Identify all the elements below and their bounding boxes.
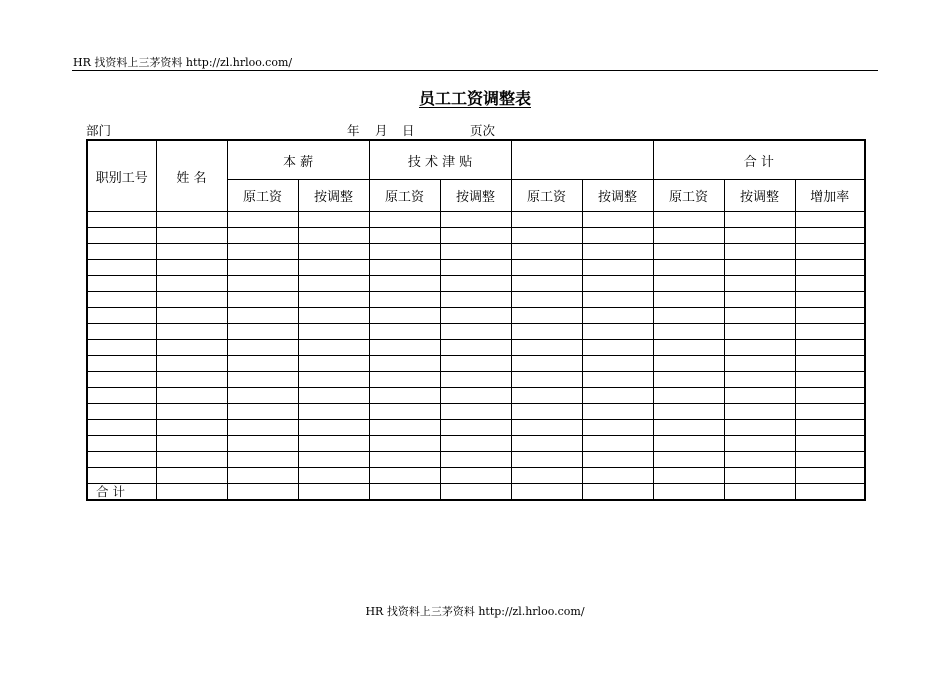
table-cell — [795, 276, 865, 292]
table-cell — [511, 228, 582, 244]
table-cell — [582, 308, 653, 324]
table-cell — [653, 404, 724, 420]
table-cell — [440, 404, 511, 420]
table-cell — [440, 452, 511, 468]
table-row — [87, 324, 865, 340]
table-cell — [369, 260, 440, 276]
table-cell — [369, 228, 440, 244]
total-row-label: 合 计 — [87, 484, 156, 501]
table-cell — [87, 436, 156, 452]
page-title — [0, 89, 950, 109]
table-cell — [156, 324, 227, 340]
table-cell — [440, 484, 511, 501]
table-cell — [87, 212, 156, 228]
table-cell — [87, 292, 156, 308]
table-cell — [511, 420, 582, 436]
table-row — [87, 436, 865, 452]
table-cell — [227, 340, 298, 356]
table-cell — [795, 292, 865, 308]
table-cell — [156, 228, 227, 244]
table-row — [87, 308, 865, 324]
header-name: 姓 名 — [156, 140, 227, 212]
table-cell — [440, 276, 511, 292]
table-cell — [795, 468, 865, 484]
table-cell — [511, 324, 582, 340]
total-row — [87, 484, 865, 501]
table-cell — [227, 324, 298, 340]
table-cell — [440, 468, 511, 484]
table-cell — [511, 308, 582, 324]
table-cell — [653, 260, 724, 276]
header-source-text: HR 找资料上三茅资料 http://zl.hrloo.com/ — [73, 56, 293, 69]
table-cell — [298, 276, 369, 292]
table-cell — [511, 436, 582, 452]
table-cell — [87, 260, 156, 276]
table-cell — [440, 436, 511, 452]
table-cell — [369, 420, 440, 436]
table-cell — [653, 420, 724, 436]
table-cell — [582, 372, 653, 388]
table-cell — [653, 388, 724, 404]
table-row — [87, 420, 865, 436]
table-cell — [582, 356, 653, 372]
table-cell — [582, 212, 653, 228]
header-total-adjust: 按调整 — [724, 180, 795, 212]
table-cell — [582, 468, 653, 484]
table-cell — [156, 452, 227, 468]
table-cell — [227, 260, 298, 276]
table-cell — [156, 436, 227, 452]
table-cell — [298, 308, 369, 324]
table-cell — [440, 388, 511, 404]
header-increase-rate: 增加率 — [795, 180, 865, 212]
table-cell — [795, 228, 865, 244]
header-base-salary: 本 薪 — [227, 140, 369, 180]
table-cell — [795, 244, 865, 260]
table-cell — [156, 372, 227, 388]
table-cell — [724, 484, 795, 501]
table-cell — [227, 420, 298, 436]
table-cell — [724, 292, 795, 308]
table-cell — [227, 244, 298, 260]
table-cell — [724, 308, 795, 324]
table-cell — [87, 228, 156, 244]
table-row — [87, 356, 865, 372]
table-cell — [369, 276, 440, 292]
table-cell — [724, 356, 795, 372]
table-cell — [724, 228, 795, 244]
table-row — [87, 292, 865, 308]
table-cell — [227, 372, 298, 388]
table-cell — [298, 404, 369, 420]
table-cell — [156, 420, 227, 436]
table-cell — [511, 212, 582, 228]
table-cell — [724, 212, 795, 228]
table-cell — [795, 420, 865, 436]
table-cell — [227, 212, 298, 228]
table-cell — [369, 308, 440, 324]
table-cell — [795, 436, 865, 452]
table-cell — [298, 324, 369, 340]
table-cell — [582, 404, 653, 420]
table-cell — [227, 436, 298, 452]
table-row — [87, 468, 865, 484]
table-cell — [87, 420, 156, 436]
table-cell — [724, 260, 795, 276]
table-cell — [724, 452, 795, 468]
table-cell — [724, 324, 795, 340]
table-row — [87, 212, 865, 228]
header-blank-original: 原工资 — [511, 180, 582, 212]
table-cell — [582, 484, 653, 501]
table-cell — [795, 404, 865, 420]
table-row — [87, 372, 865, 388]
table-cell — [369, 404, 440, 420]
header-blank-adjust: 按调整 — [582, 180, 653, 212]
table-cell — [440, 308, 511, 324]
table-cell — [87, 388, 156, 404]
table-cell — [156, 260, 227, 276]
header-base-adjust: 按调整 — [298, 180, 369, 212]
table-cell — [653, 324, 724, 340]
table-cell — [582, 388, 653, 404]
table-cell — [724, 468, 795, 484]
table-cell — [369, 244, 440, 260]
table-cell — [440, 212, 511, 228]
table-cell — [440, 340, 511, 356]
table-cell — [653, 372, 724, 388]
table-cell — [298, 340, 369, 356]
table-cell — [156, 212, 227, 228]
table-cell — [511, 260, 582, 276]
header-rule — [72, 70, 878, 71]
header-staff-id: 职别工号 — [87, 140, 156, 212]
table-cell — [511, 468, 582, 484]
table-cell — [724, 420, 795, 436]
table-cell — [653, 292, 724, 308]
year-label: 年 — [347, 123, 360, 138]
table-cell — [653, 244, 724, 260]
table-cell — [795, 212, 865, 228]
table-body — [87, 212, 865, 501]
table-cell — [511, 388, 582, 404]
page-title-text: 员工工资调整表 — [418, 89, 531, 108]
page-number-label: 页次 — [470, 123, 496, 138]
table-cell — [156, 244, 227, 260]
table-row — [87, 244, 865, 260]
table-cell — [227, 308, 298, 324]
table-cell — [298, 484, 369, 501]
table-cell — [511, 276, 582, 292]
table-cell — [298, 388, 369, 404]
table-cell — [227, 356, 298, 372]
table-cell — [653, 468, 724, 484]
table-cell — [87, 404, 156, 420]
table-cell — [795, 324, 865, 340]
table-row — [87, 452, 865, 468]
table-cell — [298, 420, 369, 436]
table-cell — [227, 388, 298, 404]
table-row — [87, 404, 865, 420]
table-cell — [582, 244, 653, 260]
table-cell — [298, 356, 369, 372]
table-cell — [298, 292, 369, 308]
table-cell — [653, 356, 724, 372]
department-label: 部门 — [86, 123, 112, 138]
table-row — [87, 260, 865, 276]
table-cell — [653, 452, 724, 468]
table-cell — [582, 292, 653, 308]
table-cell — [156, 340, 227, 356]
table-cell — [511, 404, 582, 420]
table-cell — [369, 388, 440, 404]
table-cell — [582, 340, 653, 356]
table-cell — [156, 276, 227, 292]
table-cell — [511, 484, 582, 501]
table-cell — [724, 340, 795, 356]
table-cell — [511, 292, 582, 308]
table-cell — [653, 212, 724, 228]
table-cell — [87, 340, 156, 356]
day-label: 日 — [402, 123, 415, 138]
table-cell — [511, 356, 582, 372]
table-cell — [653, 436, 724, 452]
header-tech-allowance: 技 术 津 贴 — [369, 140, 511, 180]
table-cell — [582, 276, 653, 292]
table-cell — [298, 244, 369, 260]
table-cell — [795, 308, 865, 324]
table-cell — [369, 484, 440, 501]
table-cell — [227, 484, 298, 501]
table-cell — [87, 452, 156, 468]
table-cell — [440, 356, 511, 372]
table-cell — [227, 452, 298, 468]
table-cell — [582, 452, 653, 468]
table-cell — [87, 356, 156, 372]
table-cell — [369, 468, 440, 484]
table-cell — [369, 340, 440, 356]
table-cell — [369, 372, 440, 388]
table-cell — [156, 388, 227, 404]
table-cell — [440, 260, 511, 276]
table-cell — [724, 244, 795, 260]
table-cell — [227, 292, 298, 308]
table-cell — [795, 372, 865, 388]
table-cell — [795, 260, 865, 276]
table-cell — [795, 484, 865, 501]
table-cell — [227, 468, 298, 484]
table-cell — [156, 356, 227, 372]
table-cell — [87, 276, 156, 292]
table-cell — [369, 436, 440, 452]
table-cell — [156, 308, 227, 324]
table-cell — [298, 260, 369, 276]
table-cell — [724, 404, 795, 420]
table-cell — [582, 436, 653, 452]
table-cell — [653, 484, 724, 501]
table-row — [87, 388, 865, 404]
table-cell — [511, 372, 582, 388]
table-cell — [440, 372, 511, 388]
table-cell — [582, 260, 653, 276]
table-cell — [440, 324, 511, 340]
table-cell — [440, 420, 511, 436]
table-row — [87, 276, 865, 292]
table-cell — [298, 468, 369, 484]
table-cell — [511, 452, 582, 468]
table-cell — [298, 452, 369, 468]
table-cell — [156, 484, 227, 501]
table-cell — [795, 340, 865, 356]
table-cell — [298, 372, 369, 388]
table-cell — [87, 468, 156, 484]
table-cell — [511, 244, 582, 260]
table-cell — [653, 340, 724, 356]
header-tech-adjust: 按调整 — [440, 180, 511, 212]
footer-source-text: HR 找资料上三茅资料 http://zl.hrloo.com/ — [365, 605, 585, 618]
table-cell — [440, 292, 511, 308]
table-row — [87, 228, 865, 244]
table-cell — [795, 356, 865, 372]
table-cell — [653, 276, 724, 292]
table-cell — [795, 388, 865, 404]
table-cell — [440, 228, 511, 244]
table-cell — [87, 324, 156, 340]
salary-adjustment-table — [86, 139, 866, 501]
table-row — [87, 340, 865, 356]
table-cell — [369, 212, 440, 228]
table-cell — [369, 356, 440, 372]
table-cell — [298, 228, 369, 244]
table-cell — [156, 404, 227, 420]
table-cell — [582, 228, 653, 244]
table-cell — [795, 452, 865, 468]
table-cell — [653, 228, 724, 244]
header-base-original: 原工资 — [227, 180, 298, 212]
table-cell — [156, 292, 227, 308]
table-cell — [298, 436, 369, 452]
table-cell — [227, 228, 298, 244]
table-cell — [653, 308, 724, 324]
header-blank-group — [511, 140, 653, 180]
table-cell — [724, 372, 795, 388]
table-cell — [156, 468, 227, 484]
table-cell — [582, 324, 653, 340]
table-cell — [582, 420, 653, 436]
table-cell — [369, 292, 440, 308]
table-cell — [227, 404, 298, 420]
table-cell — [440, 244, 511, 260]
table-cell — [87, 308, 156, 324]
month-label: 月 — [375, 123, 388, 138]
table-cell — [724, 276, 795, 292]
table-cell — [369, 452, 440, 468]
table-cell — [724, 388, 795, 404]
table-cell — [227, 276, 298, 292]
header-tech-original: 原工资 — [369, 180, 440, 212]
table-cell — [298, 212, 369, 228]
table-cell — [87, 372, 156, 388]
table-cell — [369, 324, 440, 340]
header-total-group: 合 计 — [653, 140, 865, 180]
table-cell — [511, 340, 582, 356]
table-cell — [724, 436, 795, 452]
table-cell — [87, 244, 156, 260]
header-total-original: 原工资 — [653, 180, 724, 212]
